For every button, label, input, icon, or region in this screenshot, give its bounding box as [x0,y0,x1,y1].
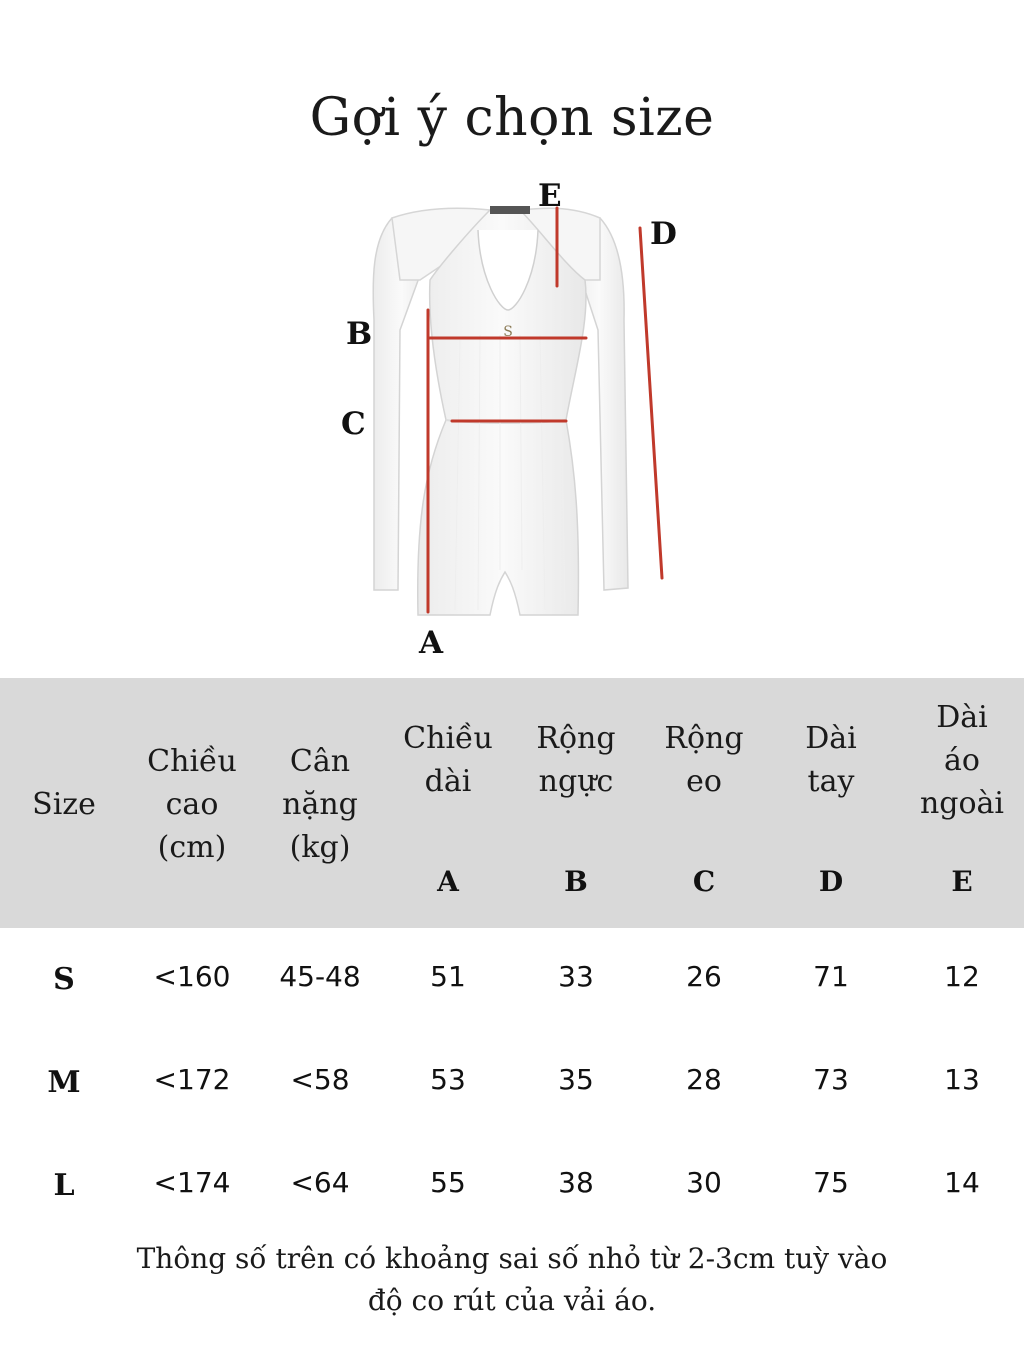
cell-waist: 30 [686,1166,722,1199]
marker-b: B [346,316,373,352]
cell-outer: 14 [944,1166,980,1199]
cell-sleeve: 75 [813,1166,849,1199]
cell-chest: 35 [558,1063,594,1096]
cell-outer: 12 [944,960,980,993]
marker-c: C [341,406,366,442]
garment-diagram [0,170,1024,670]
marker-d: D [650,216,677,252]
column-height-label: Chiều cao (cm) [147,744,237,865]
cell-height: <172 [153,1063,231,1096]
page-title: Gợi ý chọn size [309,88,715,148]
row-size-label: L [53,1168,75,1203]
cell-waist: 26 [686,960,722,993]
cell-waist: 28 [686,1063,722,1096]
row-size-label: M [47,1065,81,1100]
marker-e: E [538,178,562,214]
column-size-label: Size [32,787,96,822]
cell-sleeve: 73 [813,1063,849,1096]
cell-length: 51 [430,960,466,993]
garment-illustration [0,170,1024,670]
cell-height: <160 [153,960,231,993]
measure-line-d [640,228,662,578]
column-weight-label: Cân nặng (kg) [282,744,358,865]
marker-a: A [419,625,444,661]
cell-sleeve: 71 [813,960,849,993]
column-outer-letter: E [951,865,973,898]
column-chest-letter: B [564,865,588,898]
column-length-letter: A [437,865,459,898]
column-waist-letter: C [692,865,716,898]
cell-length: 53 [430,1063,466,1096]
cell-chest: 38 [558,1166,594,1199]
cell-weight: 45-48 [279,960,361,993]
column-length-label: Chiều dài [403,721,493,799]
column-sleeve-label: Dài tay [805,721,857,799]
column-waist-label: Rộng eo [664,721,744,799]
collar-tag [490,206,530,214]
column-chest-label: Rộng ngực [536,721,616,799]
column-sleeve-letter: D [818,865,844,898]
cell-weight: <58 [290,1063,350,1096]
cell-weight: <64 [290,1166,350,1199]
cell-chest: 33 [558,960,594,993]
cell-outer: 13 [944,1063,980,1096]
column-outer-label: Dài áo ngoài [919,700,1005,821]
row-size-label: S [53,962,75,997]
cell-length: 55 [430,1166,466,1199]
cell-height: <174 [153,1166,231,1199]
tolerance-note: Thông số trên có khoảng sai số nhỏ từ 2-3cm tuỳ vào độ co rút của vải áo. [136,1242,888,1317]
brand-logo: S [503,324,513,340]
